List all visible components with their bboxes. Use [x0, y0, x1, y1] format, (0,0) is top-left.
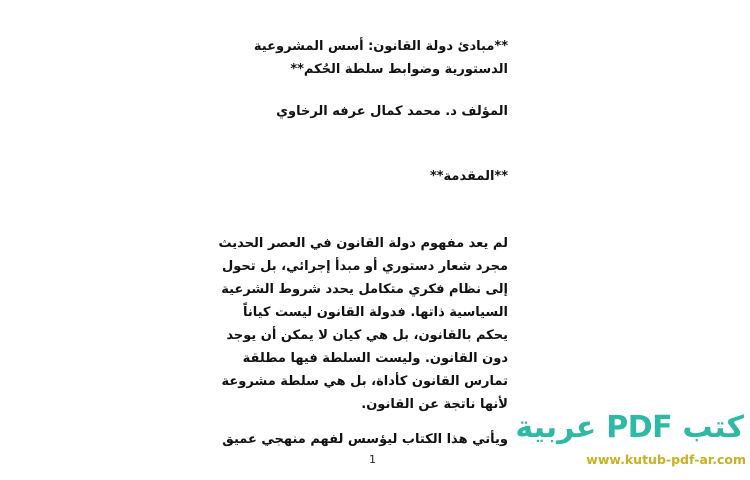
author-line: المؤلف د. محمد كمال عرفه الرخاوي — [276, 104, 508, 119]
body-line: لم يعد مفهوم دولة القانون في العصر الحديث — [218, 236, 508, 251]
body-line: تمارس القانون كأداة، بل هي سلطة مشروعة — [221, 374, 508, 389]
section-heading: **المقدمة** — [429, 169, 508, 184]
body-line: ويأتي هذا الكتاب ليؤسس لفهم منهجي عميق — [222, 432, 508, 447]
watermark — [515, 410, 748, 480]
body-line: السياسية ذاتها. فدولة القانون ليست كياناً — [242, 305, 508, 320]
watermark-url: www.kutub-pdf-ar.com — [586, 452, 746, 467]
title-line: الدستورية وضوابط سلطة الحُكم** — [290, 62, 508, 77]
watermark-logo: كتب PDF عربية — [515, 410, 744, 445]
body-line: دون القانون. وليست السلطة فيها مطلقة — [242, 351, 508, 366]
body-line: مجرد شعار دستوري أو مبدأ إجرائي، بل تحول — [221, 259, 508, 274]
page-number: 1 — [369, 453, 376, 466]
body-paragraph-2 — [222, 428, 508, 451]
document-title — [254, 35, 508, 81]
body-paragraph — [219, 232, 508, 416]
body-line: لأنها ناتجة عن القانون. — [361, 397, 508, 412]
title-line: **مبادئ دولة القانون: أسس المشروعية — [253, 39, 508, 54]
body-line: يحكم بالقانون، بل هي كيان لا يمكن أن يوجد — [226, 328, 508, 343]
body-line: إلى نظام فكري متكامل يحدد شروط الشرعية — [221, 282, 508, 297]
